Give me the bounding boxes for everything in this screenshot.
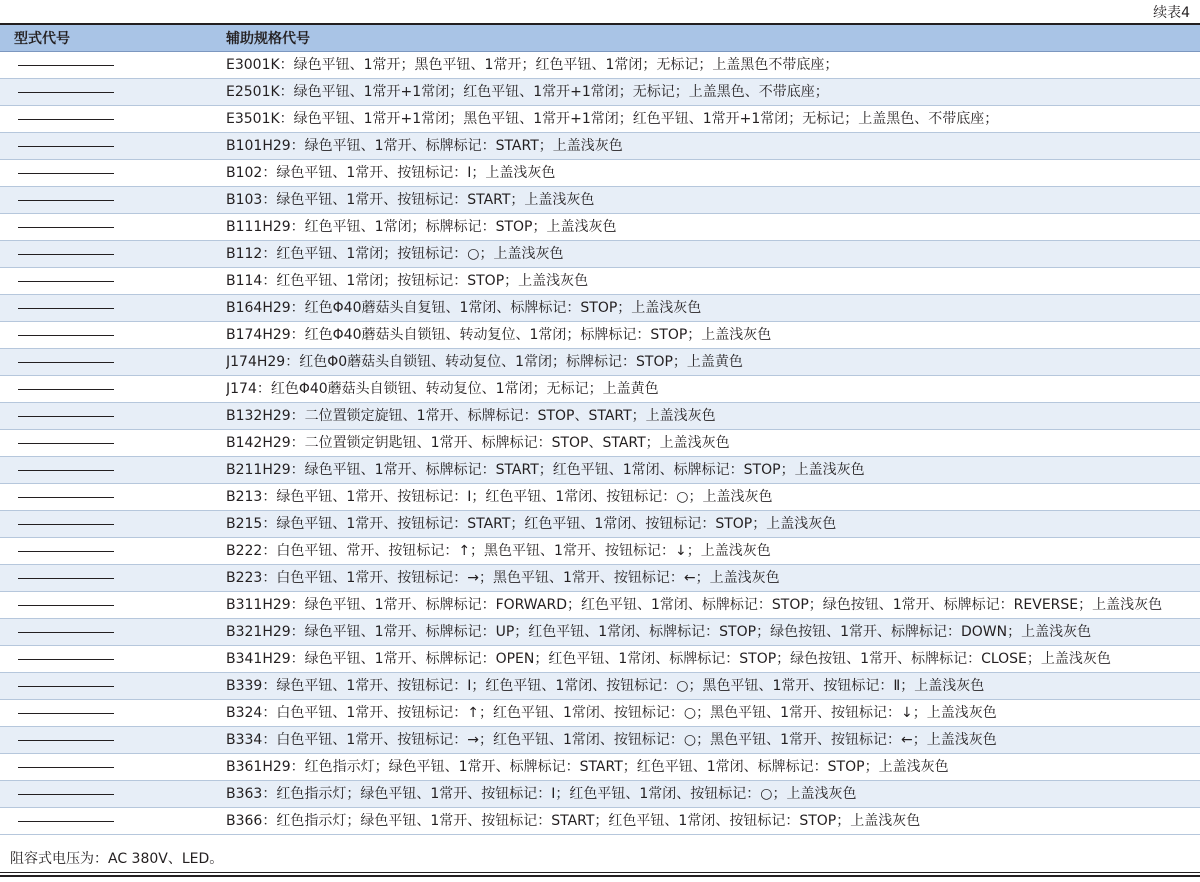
type-code-cell <box>0 187 226 214</box>
aux-spec-cell: B324：白色平钮、1常开、按钮标记：↑；红色平钮、1常闭、按钮标记：○；黑色平钮、1常开、按钮标记：↓；上盖浅灰色 <box>226 700 1200 727</box>
aux-spec-cell: B114：红色平钮、1常闭；按钮标记：STOP；上盖浅灰色 <box>226 268 1200 295</box>
footnote: 阻容式电压为：AC 380V、LED。 <box>10 851 224 867</box>
aux-spec-cell: B132H29：二位置锁定旋钮、1常开、标牌标记：STOP、START；上盖浅灰色 <box>226 403 1200 430</box>
type-code-cell <box>0 52 226 79</box>
type-code-cell <box>0 781 226 808</box>
blank-dash <box>18 119 114 120</box>
blank-dash <box>18 173 114 174</box>
table-row <box>0 511 1200 538</box>
header-aux-spec-code: 辅助规格代号 <box>226 24 1200 52</box>
spec-table <box>0 23 1200 835</box>
blank-dash <box>18 308 114 309</box>
table-row <box>0 781 1200 808</box>
blank-dash <box>18 416 114 417</box>
table-row <box>0 214 1200 241</box>
aux-spec-cell: B222：白色平钮、常开、按钮标记：↑；黑色平钮、1常开、按钮标记：↓；上盖浅灰色 <box>226 538 1200 565</box>
type-code-cell <box>0 133 226 160</box>
aux-spec-cell: B215：绿色平钮、1常开、按钮标记：START；红色平钮、1常闭、按钮标记：STOP；上盖浅灰色 <box>226 511 1200 538</box>
type-code-cell <box>0 214 226 241</box>
blank-dash <box>18 632 114 633</box>
table-row <box>0 295 1200 322</box>
table-row <box>0 430 1200 457</box>
aux-spec-cell: E3001K：绿色平钮、1常开；黑色平钮、1常开；红色平钮、1常闭；无标记；上盖黑色不带底座； <box>226 52 1200 79</box>
blank-dash <box>18 524 114 525</box>
table-row <box>0 133 1200 160</box>
blank-dash <box>18 389 114 390</box>
blank-dash <box>18 497 114 498</box>
table-body <box>0 52 1200 835</box>
aux-spec-cell: E2501K：绿色平钮、1常开+1常闭；红色平钮、1常开+1常闭；无标记；上盖黑色、不带底座； <box>226 79 1200 106</box>
aux-spec-cell: B361H29：红色指示灯；绿色平钮、1常开、标牌标记：START；红色平钮、1常闭、标牌标记：STOP；上盖浅灰色 <box>226 754 1200 781</box>
aux-spec-cell: B223：白色平钮、1常开、按钮标记：→；黑色平钮、1常开、按钮标记：←；上盖浅灰色 <box>226 565 1200 592</box>
aux-spec-cell: B363：红色指示灯；绿色平钮、1常开、按钮标记：I；红色平钮、1常闭、按钮标记：○；上盖浅灰色 <box>226 781 1200 808</box>
aux-spec-cell: B311H29：绿色平钮、1常开、标牌标记：FORWARD；红色平钮、1常闭、标牌标记：STOP；绿色按钮、1常开、标牌标记：REVERSE；上盖浅灰色 <box>226 592 1200 619</box>
table-row <box>0 52 1200 79</box>
blank-dash <box>18 470 114 471</box>
blank-dash <box>18 740 114 741</box>
table-row <box>0 646 1200 673</box>
table-row <box>0 457 1200 484</box>
blank-dash <box>18 200 114 201</box>
type-code-cell <box>0 403 226 430</box>
type-code-cell <box>0 673 226 700</box>
type-code-cell <box>0 106 226 133</box>
type-code-cell <box>0 79 226 106</box>
table-row <box>0 592 1200 619</box>
type-code-cell <box>0 700 226 727</box>
aux-spec-cell: J174：红色Φ40蘑菇头自锁钮、转动复位、1常闭；无标记；上盖黄色 <box>226 376 1200 403</box>
table-row <box>0 700 1200 727</box>
table-row <box>0 673 1200 700</box>
type-code-cell <box>0 349 226 376</box>
aux-spec-cell: E3501K：绿色平钮、1常开+1常闭；黑色平钮、1常开+1常闭；红色平钮、1常开+1常闭；无标记；上盖黑色、不带底座； <box>226 106 1200 133</box>
table-row <box>0 403 1200 430</box>
type-code-cell <box>0 322 226 349</box>
aux-spec-cell: B112：红色平钮、1常闭；按钮标记：○；上盖浅灰色 <box>226 241 1200 268</box>
type-code-cell <box>0 268 226 295</box>
table-row <box>0 79 1200 106</box>
table-row <box>0 187 1200 214</box>
blank-dash <box>18 335 114 336</box>
type-code-cell <box>0 565 226 592</box>
type-code-cell <box>0 484 226 511</box>
blank-dash <box>18 254 114 255</box>
aux-spec-cell: B102：绿色平钮、1常开、按钮标记：I；上盖浅灰色 <box>226 160 1200 187</box>
blank-dash <box>18 443 114 444</box>
type-code-cell <box>0 619 226 646</box>
blank-dash <box>18 227 114 228</box>
aux-spec-cell: J174H29：红色Φ0蘑菇头自锁钮、转动复位、1常闭；标牌标记：STOP；上盖黄色 <box>226 349 1200 376</box>
type-code-cell <box>0 727 226 754</box>
aux-spec-cell: B101H29：绿色平钮、1常开、标牌标记：START；上盖浅灰色 <box>226 133 1200 160</box>
table-header-row <box>0 24 1200 52</box>
table-row <box>0 619 1200 646</box>
blank-dash <box>18 605 114 606</box>
blank-dash <box>18 551 114 552</box>
aux-spec-cell: B211H29：绿色平钮、1常开、标牌标记：START；红色平钮、1常闭、标牌标记：STOP；上盖浅灰色 <box>226 457 1200 484</box>
header-type-code: 型式代号 <box>0 24 226 52</box>
type-code-cell <box>0 430 226 457</box>
aux-spec-cell: B174H29：红色Φ40蘑菇头自锁钮、转动复位、1常闭；标牌标记：STOP；上盖浅灰色 <box>226 322 1200 349</box>
type-code-cell <box>0 808 226 835</box>
table-row <box>0 106 1200 133</box>
table-row <box>0 241 1200 268</box>
table-row <box>0 322 1200 349</box>
aux-spec-cell: B103：绿色平钮、1常开、按钮标记：START；上盖浅灰色 <box>226 187 1200 214</box>
type-code-cell <box>0 538 226 565</box>
aux-spec-cell: B142H29：二位置锁定钥匙钮、1常开、标牌标记：STOP、START；上盖浅灰色 <box>226 430 1200 457</box>
aux-spec-cell: B339：绿色平钮、1常开、按钮标记：I；红色平钮、1常闭、按钮标记：○；黑色平钮、1常开、按钮标记：Ⅱ；上盖浅灰色 <box>226 673 1200 700</box>
blank-dash <box>18 281 114 282</box>
aux-spec-cell: B213：绿色平钮、1常开、按钮标记：I；红色平钮、1常闭、按钮标记：○；上盖浅灰色 <box>226 484 1200 511</box>
aux-spec-cell: B321H29：绿色平钮、1常开、标牌标记：UP；红色平钮、1常闭、标牌标记：STOP；绿色按钮、1常开、标牌标记：DOWN；上盖浅灰色 <box>226 619 1200 646</box>
table-row <box>0 349 1200 376</box>
table-row <box>0 268 1200 295</box>
blank-dash <box>18 578 114 579</box>
continuation-label: 续表4 <box>1153 5 1190 21</box>
type-code-cell <box>0 241 226 268</box>
blank-dash <box>18 686 114 687</box>
blank-dash <box>18 794 114 795</box>
aux-spec-cell: B366：红色指示灯；绿色平钮、1常开、按钮标记：START；红色平钮、1常闭、按钮标记：STOP；上盖浅灰色 <box>226 808 1200 835</box>
blank-dash <box>18 821 114 822</box>
type-code-cell <box>0 457 226 484</box>
aux-spec-cell: B341H29：绿色平钮、1常开、标牌标记：OPEN；红色平钮、1常闭、标牌标记：STOP；绿色按钮、1常开、标牌标记：CLOSE；上盖浅灰色 <box>226 646 1200 673</box>
blank-dash <box>18 92 114 93</box>
blank-dash <box>18 65 114 66</box>
aux-spec-cell: B111H29：红色平钮、1常闭；标牌标记：STOP；上盖浅灰色 <box>226 214 1200 241</box>
type-code-cell <box>0 160 226 187</box>
type-code-cell <box>0 511 226 538</box>
table-row <box>0 376 1200 403</box>
aux-spec-cell: B164H29：红色Φ40蘑菇头自复钮、1常闭、标牌标记：STOP；上盖浅灰色 <box>226 295 1200 322</box>
table-row <box>0 754 1200 781</box>
blank-dash <box>18 146 114 147</box>
type-code-cell <box>0 754 226 781</box>
bottom-rule-thick <box>0 875 1200 877</box>
aux-spec-cell: B334：白色平钮、1常开、按钮标记：→；红色平钮、1常闭、按钮标记：○；黑色平钮、1常开、按钮标记：←；上盖浅灰色 <box>226 727 1200 754</box>
table-row <box>0 484 1200 511</box>
type-code-cell <box>0 376 226 403</box>
table-row <box>0 160 1200 187</box>
type-code-cell <box>0 295 226 322</box>
type-code-cell <box>0 646 226 673</box>
type-code-cell <box>0 592 226 619</box>
blank-dash <box>18 659 114 660</box>
blank-dash <box>18 713 114 714</box>
table-row <box>0 538 1200 565</box>
bottom-rule <box>0 872 1200 873</box>
blank-dash <box>18 362 114 363</box>
table-row <box>0 565 1200 592</box>
blank-dash <box>18 767 114 768</box>
table-row <box>0 808 1200 835</box>
table-row <box>0 727 1200 754</box>
